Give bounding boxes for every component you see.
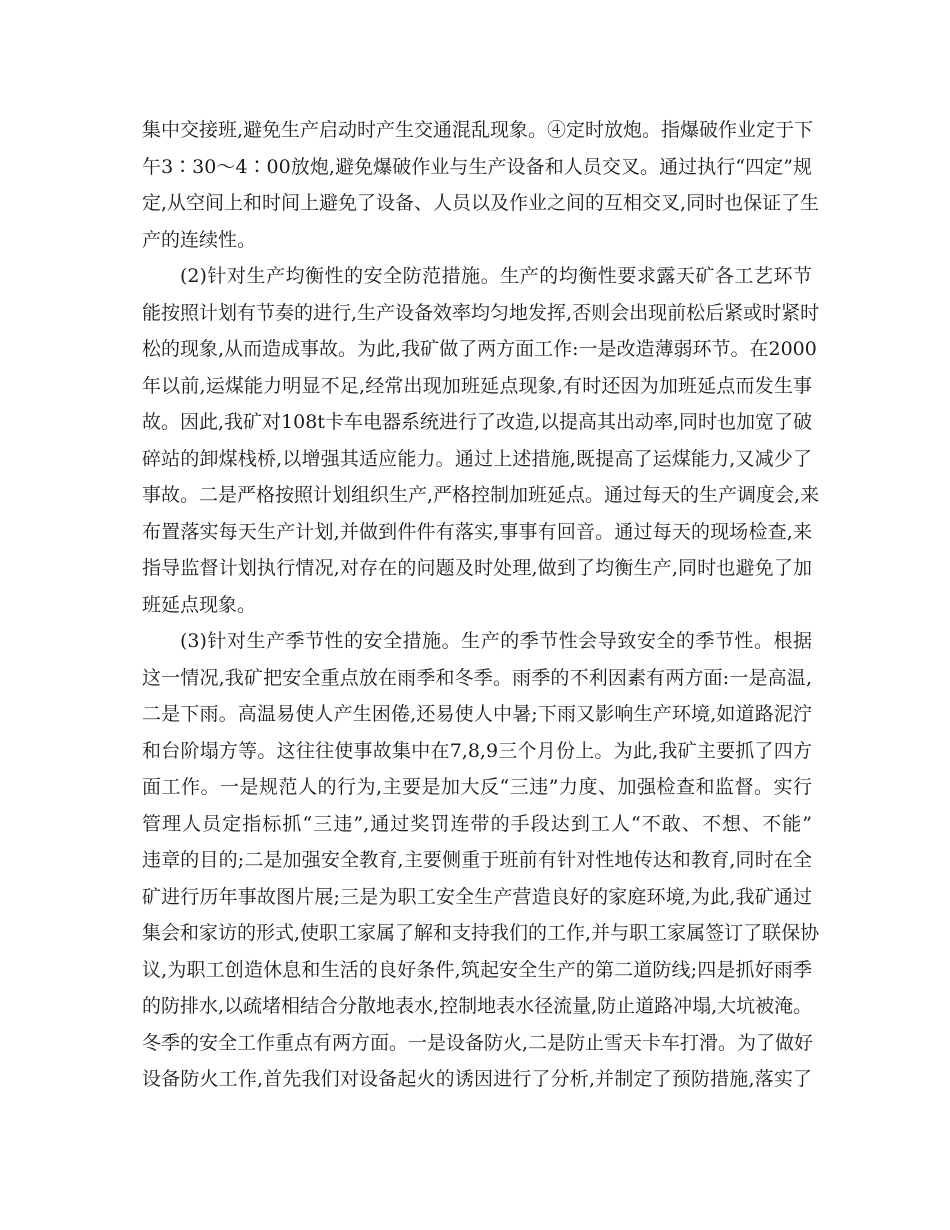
text-line: 事故。二是严格按照计划组织生产,严格控制加班延点。通过每天的生产调度会,来 [142,484,820,506]
text-line: 冬季的安全工作重点有两方面。一是设备防火,二是防止雪天卡车打滑。为了做好 [142,1031,814,1054]
text-line: 产的连续性。 [142,228,257,251]
text-line: 布置落实每天生产计划,并做到件件有落实,事事有回音。通过每天的现场检查,来 [142,520,812,543]
text-line: 集会和家访的形式,使职工家属了解和支持我们的工作,并与职工家属签订了联保协 [142,922,820,944]
text-line: 集中交接班,避免生产启动时产生交通混乱现象。④定时放炮。指爆破作业定于下 [142,119,814,141]
text-line: (2)针对生产均衡性的安全防范措施。生产的均衡性要求露天矿各工艺环节 [180,265,812,287]
text-line: 和台阶塌方等。这往往使事故集中在7,8,9三个月份上。为此,我矿主要抓了四方 [142,739,812,762]
text-line: 故。因此,我矿对108t卡车电器系统进行了改造,以提高其出动率,同时也加宽了破 [142,411,813,433]
text-line: 碎站的卸煤栈桥,以增强其适应能力。通过上述措施,既提高了运煤能力,又减少了 [142,447,812,470]
document-body [142,112,820,1098]
text-line: 指导监督计划执行情况,对存在的问题及时处理,做到了均衡生产,同时也避免了加 [142,557,812,579]
text-line: 违章的目的;二是加强安全教育,主要侧重于班前有针对性地传达和教育,同时在全 [142,849,812,871]
text-line: 这一情况,我矿把安全重点放在雨季和冬季。雨季的不利因素有两方面:一是高温, [142,666,812,689]
text-line: 矿进行历年事故图片展;三是为职工安全生产营造良好的家庭环境,为此,我矿通过 [142,885,812,908]
text-line: 议,为职工创造休息和生活的良好条件,筑起安全生产的第二道防线;四是抓好雨季 [142,958,812,981]
text-line: 设备防火工作,首先我们对设备起火的诱因进行了分析,并制定了预防措施,落实了 [142,1068,812,1090]
text-line: (3)针对生产季节性的安全措施。生产的季节性会导致安全的季节性。根据 [180,630,812,652]
text-line: 二是下雨。高温易使人产生困倦,还易使人中暑;下雨又影响生产环境,如道路泥泞 [142,703,812,725]
text-line: 松的现象,从而造成事故。为此,我矿做了两方面工作:一是改造薄弱环节。在2000 [142,338,817,360]
text-line: 定,从空间上和时间上避免了设备、人员以及作业之间的互相交叉,同时也保证了生 [142,192,820,214]
text-line: 班延点现象。 [142,593,257,616]
text-line: 管理人员定指标抓“三违”,通过奖罚连带的手段达到工人“不敢、不想、不能” [142,812,812,835]
text-line: 午3∶30～4∶00放炮,避免爆破作业与生产设备和人员交叉。通过执行“四定”规 [142,155,812,178]
text-line: 年以前,运煤能力明显不足,经常出现加班延点现象,有时还因为加班延点而发生事 [142,374,812,397]
text-line: 能按照计划有节奏的进行,生产设备效率均匀地发挥,否则会出现前松后紧或时紧时 [142,301,820,324]
text-line: 面工作。一是规范人的行为,主要是加大反“三违”力度、加强检查和监督。实行 [142,776,812,798]
text-line: 的防排水,以疏堵相结合分散地表水,控制地表水径流量,防止道路冲塌,大坑被淹。 [142,995,813,1017]
